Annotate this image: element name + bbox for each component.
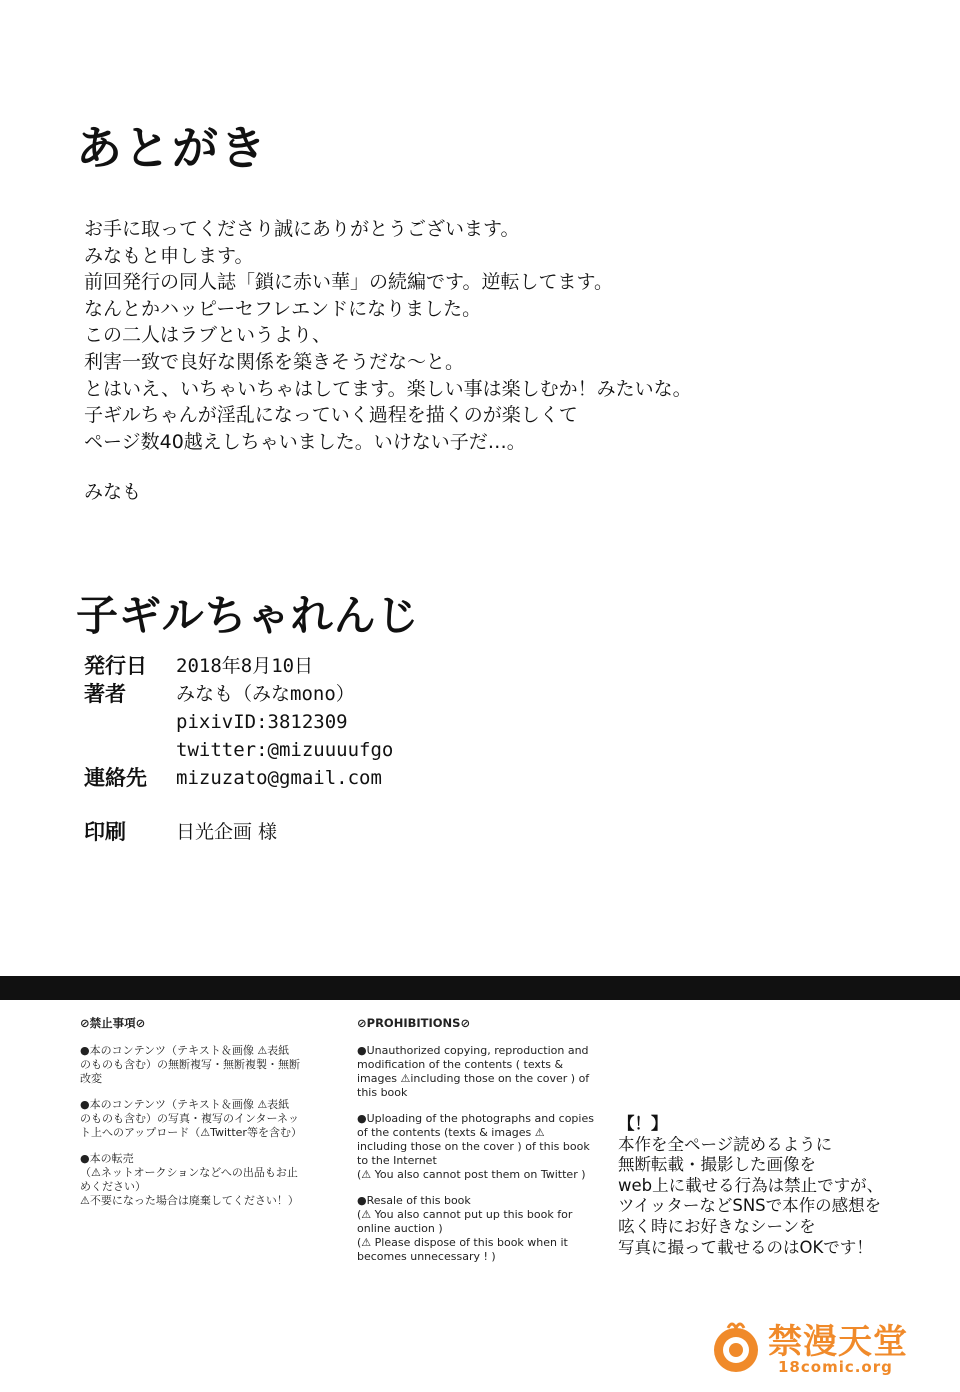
divider-bar [0, 976, 960, 1000]
author-label: 著者 [84, 682, 126, 706]
printer-value: 日光企画 様 [176, 821, 278, 843]
sns-note-line: 写真に撮って載せるのはOKです！ [618, 1237, 873, 1257]
sns-note-line: web上に載せる行為は禁止ですが、 [618, 1175, 884, 1195]
prohibitions-en [357, 1016, 597, 1276]
issue-date-label: 発行日 [84, 654, 147, 678]
sns-note-line: 無断転載・撮影した画像を [618, 1155, 816, 1175]
prohibition-item-jp: ●本のコンテンツ（テキスト＆画像 ⚠表紙のものも含む）の写真・複写のインターネット上へのアップロード（⚠Twitter等を含む） [80, 1098, 302, 1139]
afterword-line: この二人はラブというより、 [84, 324, 332, 347]
afterword-line: なんとかハッピーセフレエンドになりました。 [84, 297, 482, 320]
twitter-handle: twitter:@mizuuuufgo [176, 739, 394, 761]
sns-note [618, 1114, 883, 1258]
watermark [706, 1310, 936, 1384]
sns-note-title: 【！】 [618, 1114, 668, 1133]
prohibition-item-jp: ●本のコンテンツ（テキスト＆画像 ⚠表紙のものも含む）の無断複写・無断複製・無断改変 [80, 1044, 300, 1085]
afterword-line: 利害一致で良好な関係を築きそうだな〜と。 [84, 350, 465, 373]
afterword-title: あとがき [76, 121, 268, 175]
prohibitions-en-title: ⊘PROHIBITIONS⊘ [357, 1016, 471, 1030]
pixiv-id: pixivID:3812309 [176, 711, 348, 733]
watermark-logo-icon [706, 1316, 766, 1376]
contact-email: mizuzato@gmail.com [176, 767, 382, 789]
afterword-line: とはいえ、いちゃいちゃはしてます。楽しい事は楽しむか！みたいな。 [84, 377, 692, 400]
afterword-signature: みなも [84, 481, 142, 504]
prohibitions-jp [80, 1016, 300, 1220]
printer-label: 印刷 [84, 820, 126, 844]
book-title: 子ギルちゃれんじ [76, 591, 420, 640]
afterword-line: お手に取ってくださり誠にありがとうございます。 [84, 218, 520, 240]
afterword-body [84, 216, 692, 506]
prohibitions-jp-title: ⊘禁止事項⊘ [80, 1016, 146, 1030]
sns-note-line: 呟く時にお好きなシーンを [618, 1216, 816, 1236]
afterword-line: 前回発行の同人誌「鎖に赤い華」の続編です。逆転してます。 [84, 271, 613, 294]
sns-note-line: 本作を全ページ読めるように [618, 1134, 833, 1154]
afterword-line: 子ギルちゃんが淫乱になっていく過程を描くのが楽しくて [84, 404, 578, 427]
author-value: みなも（みなmono） [176, 683, 355, 705]
sns-note-line: ツイッターなどSNSで本作の感想を [618, 1196, 882, 1216]
afterword-line: みなもと申します。 [84, 244, 254, 267]
issue-date-value: 2018年8月10日 [176, 655, 314, 677]
prohibition-item-en: ●Uploading of the photographs and copies of the contents (texts & images ⚠ including those on the cover ) of this book to the Internet (⚠ You also cannot post them on Twitter ) [357, 1112, 594, 1181]
watermark-url: 18comic.org [778, 1358, 893, 1376]
prohibition-item-jp: ●本の転売 （⚠ネットオークションなどへの出品もお止めください） ⚠不要になった場合は廃棄してください！） [80, 1152, 299, 1207]
afterword-line: ページ数40越えしちゃいました。いけない子だ…。 [84, 430, 526, 453]
watermark-title: 禁漫天堂 [768, 1322, 908, 1362]
prohibition-item-en: ●Resale of this book (⚠ You also cannot put up this book for online auction ) (⚠ Please dispose of this book when it becomes unnecessary ! ) [357, 1194, 573, 1263]
prohibition-item-en: ●Unauthorized copying, reproduction and modification of the contents ( texts & images ⚠including those on the cover ) of this book [357, 1044, 590, 1099]
contact-label: 連絡先 [84, 766, 147, 790]
